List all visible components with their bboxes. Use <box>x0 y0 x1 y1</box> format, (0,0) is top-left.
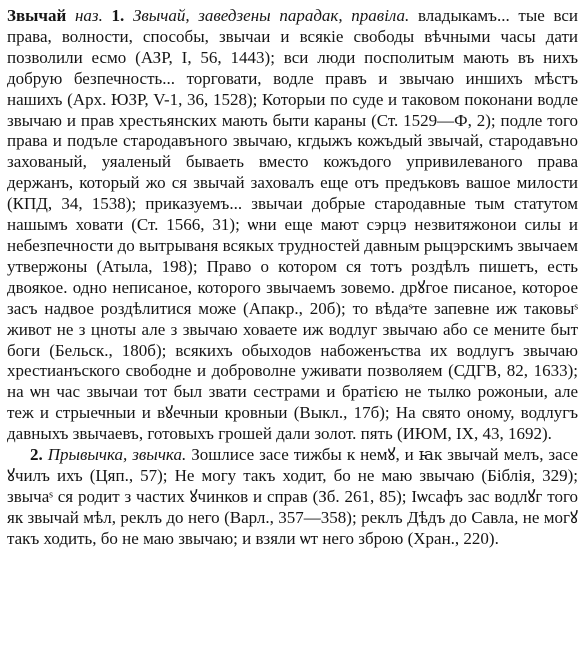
sense-1-number: 1. <box>111 6 125 25</box>
sense-1-citations: владыкамъ... тые вси права, волности, способы, звычаи и всякіе свободы вѣчными часы дати позволили есмо (АЗР, I, 56, 1443); вси люди посполитым мають въ нихъ добрую безпечность... торговати, водле правъ и звычаю иншихъ мѣстъ нашихъ (Арх. ЮЗР, V-1, 36, 1528); Которыи по суде и таковом поконани водле звычаю и прав хрестьянских мають быти караны (Ст. 1529—Ф, 2); подле того права и подъле стародавъного звычаю, кгдыжъ кожъдый звычай, стародавъно захованый, уяаленый бываеть вместо кожъдого упривилеваного права держанъ, который жо ся звычай заховалъ еще отъ предъковъ вашое милости (КПД, 34, 1538); приказуемъ... звычаи добрые стародавные тым статутом нашымъ ховати (Ст. 1566, 31); ѡни еще мают сэрцэ незвитяжонои силы и небезпечности до вытрываня всякых трудностей давным рыцэрскимъ звычаем утвержоны (Атыла, 198); Право о котором ся тотъ роздѣлъ пишетъ, есть двоякое. одно неписаное, которого звычаемъ зовемо. дрꙋгое писаное, которое засъ надвое роздѣлитися може (Апакр., 20б); то вѣдаˢте запевне иж таковыˢ живот не з цноты але з звычаю ховаете иж водлуг звычаю або се мените быт боги (Бельск., 180б); всякихъ обыходов набоженъства их водлугъ звычаю хрестианъского свободне и доброволне уживати позволяем (СДГВ, 82, 1633); на ѡн час звычаи тот был звати сестрами и братією не тылко рожоныи, але теж и стрыечныи и вꙋечныи кровныи (Выкл., 17б); На свято оному, водлугъ давныхъ звычаевъ, готовыхъ грошей дали золот. пять (ИЮМ, IX, 43, 1692). <box>7 6 579 444</box>
sense-2-number: 2. <box>30 445 43 465</box>
sense-1-gloss: Звычай, заведзены парадак, правіла. <box>132 6 410 25</box>
sense-2-citations: Зошлисе засе тижбы к немꙋ, и ꙗк звычай мелъ, засе ꙋчилъ ихъ (Цяп., 57); Не могу такъ ходит, бо не маю звычаю (Біблія, 329); звычаˢ ся родит з частих ꙋчинков и справ (Зб. 261, 85); Ιѡсафъ зас водлꙋг того як звычай мѣл, реклъ до него (Варл., 357—358); реклъ Дѣдъ до Савла, не могꙋ такъ ходить, бо не маю звычаю; и взяли ѡт него зброю (Хран., 220). <box>7 445 578 548</box>
part-of-speech: наз. <box>75 6 103 25</box>
sense-2-paragraph <box>7 445 578 550</box>
headword: Звычай <box>7 6 67 25</box>
sense-2-gloss: Прывычка, звычка. <box>47 445 187 465</box>
sense-1-paragraph <box>7 6 578 445</box>
